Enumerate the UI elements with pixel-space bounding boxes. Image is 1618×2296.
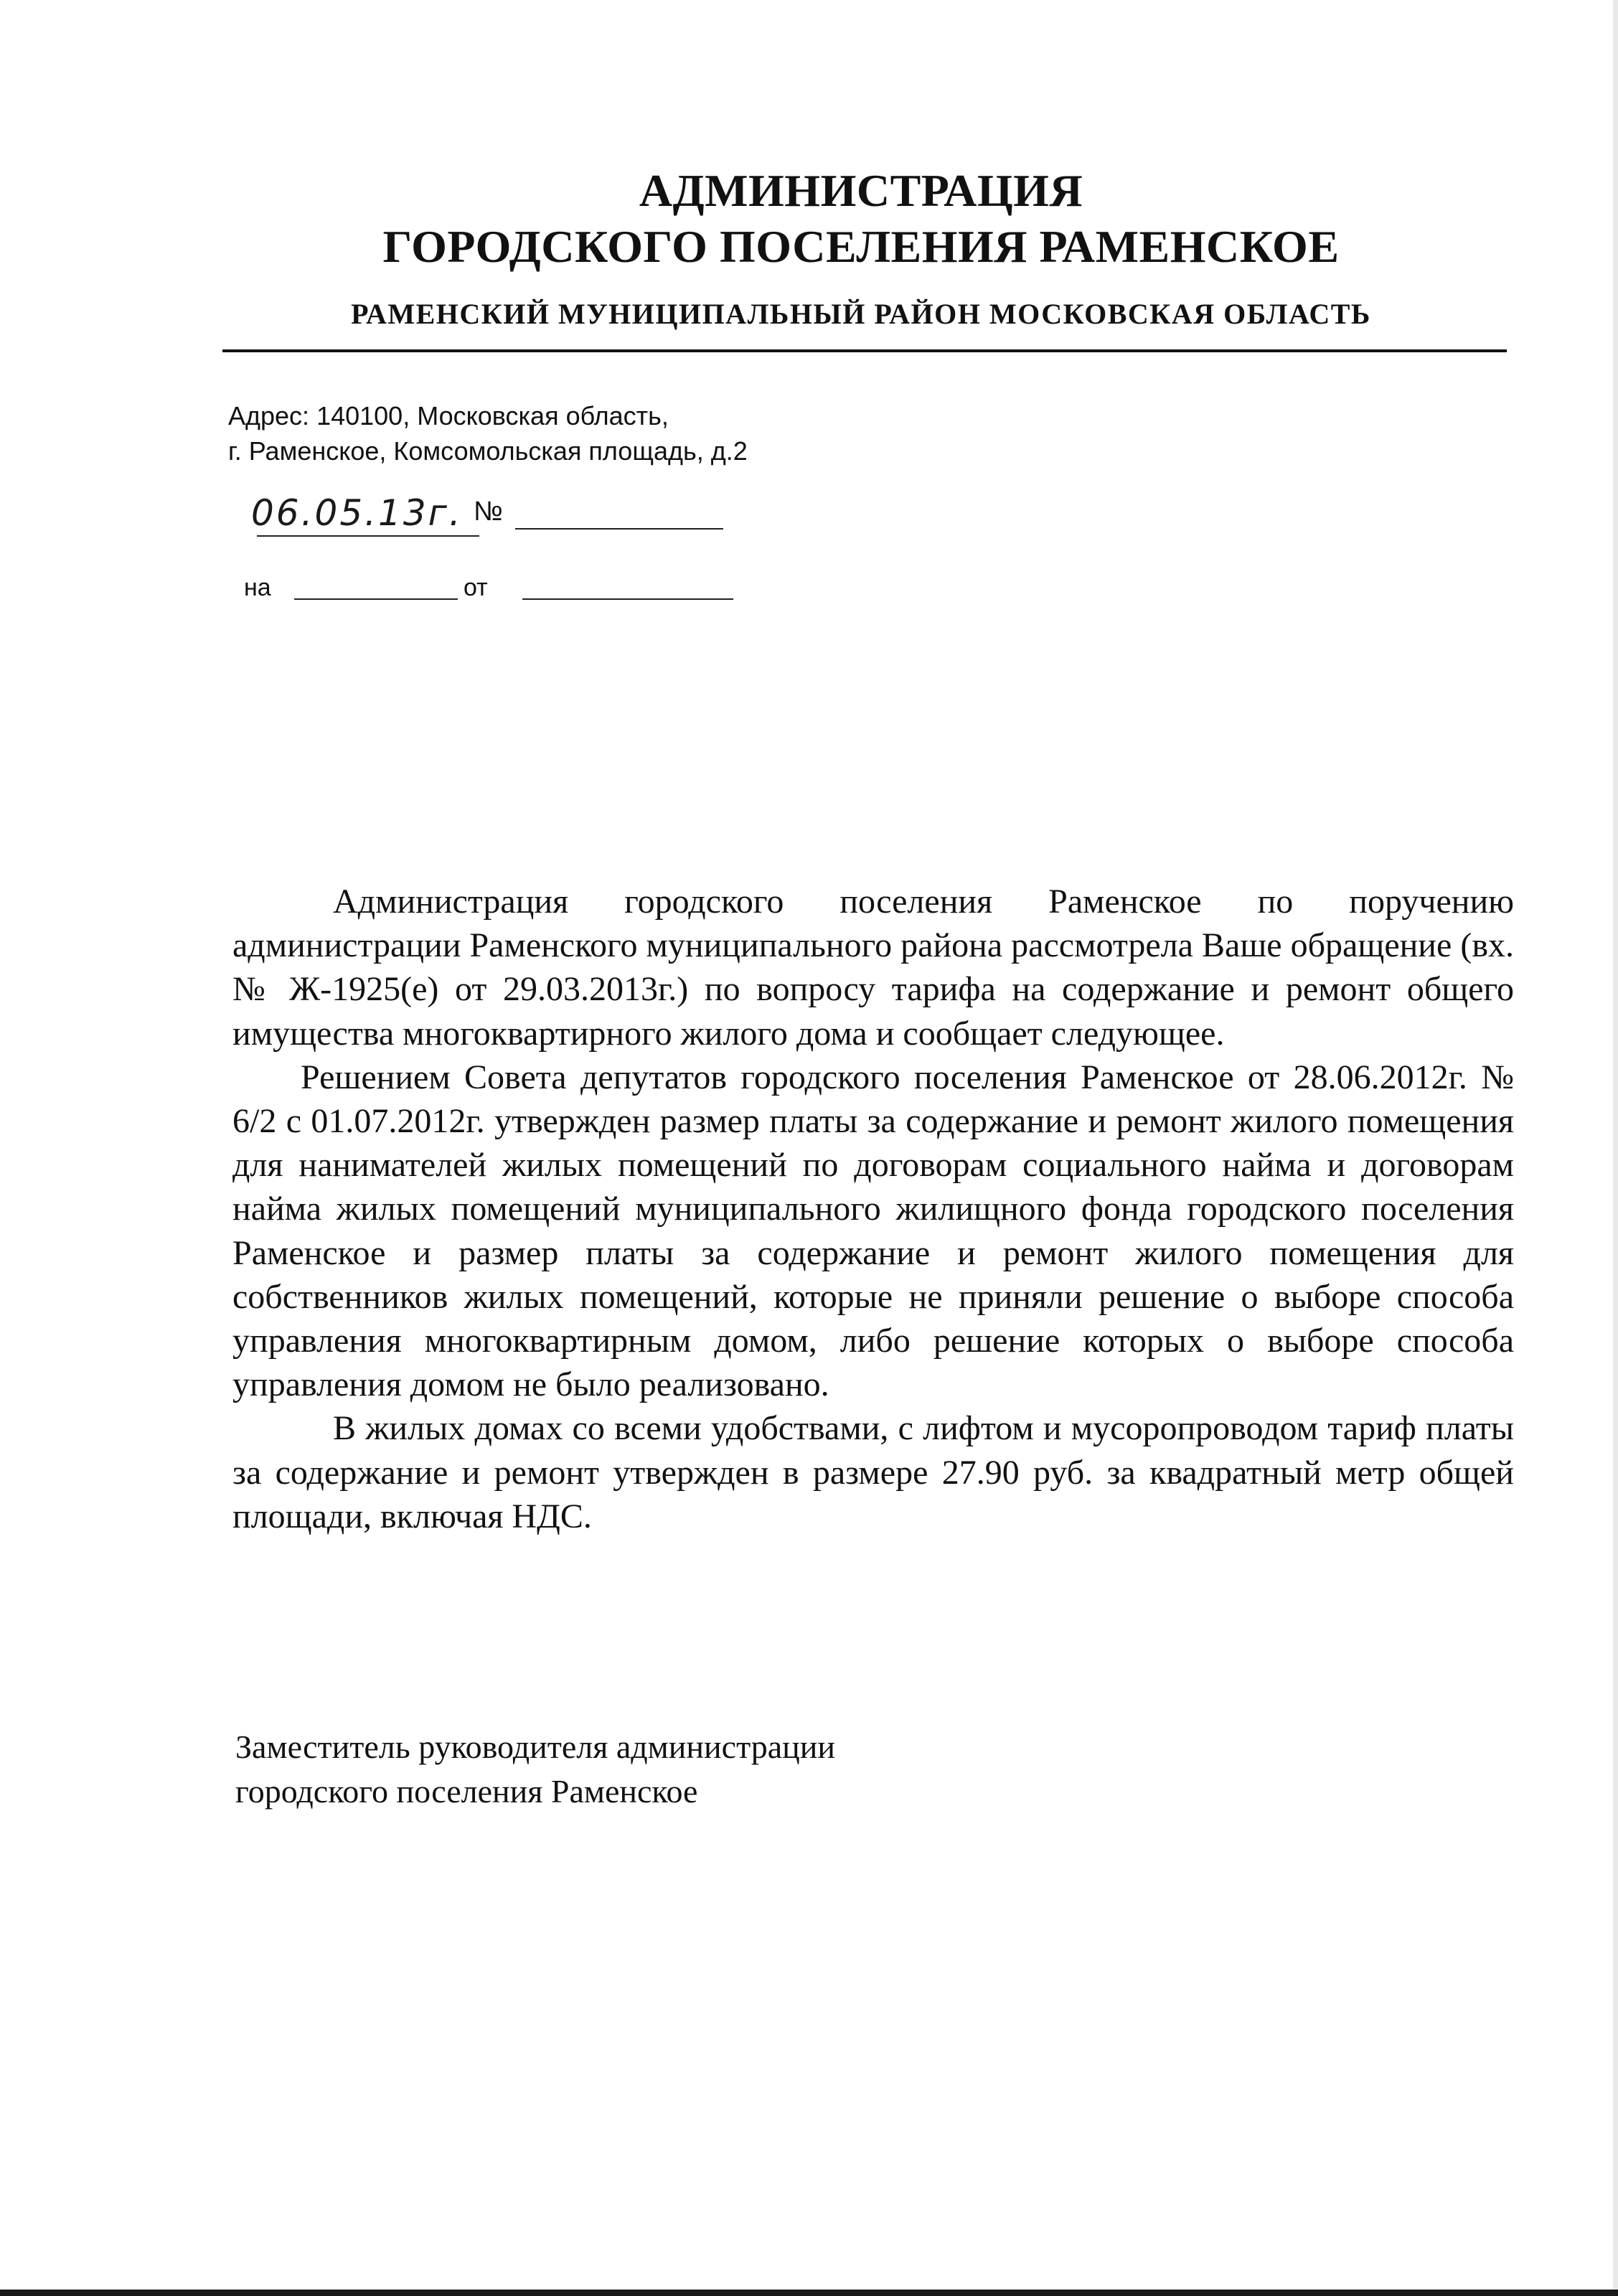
signature-block (235, 1725, 835, 1814)
signatory-title-line1: Заместитель руководителя администрации (235, 1728, 835, 1765)
address-line2: г. Раменское, Комсомольская площадь, д.2 (228, 436, 748, 466)
body-paragraph-2: Решением Совета депутатов городского поселения Раменское от 28.06.2012г. № 6/2 с 01.07.2012г. утвержден размер платы за содержание и ремонт жилого помещения для нанимателей жилых помещений по договорам социального найма и договорам найма жилых помещений муниципального жилищного фонда городского поселения Раменское и размер платы за содержание и ремонт жилого помещения для собственников жилых помещений, которые не приняли решение о выборе способа управления многоквартирным домом, либо решение которых о выборе способа управления домом не было реализовано. (232, 1058, 1514, 1404)
number-label: № (474, 497, 503, 527)
organization-title-line2: ГОРОДСКОГО ПОСЕЛЕНИЯ РАМЕНСКОЕ (382, 221, 1340, 272)
reference-on-label: на (244, 574, 271, 601)
scan-edge-bottom (0, 2290, 1618, 2296)
organization-title-line1: АДМИНИСТРАЦИЯ (639, 165, 1083, 216)
body-paragraph-3: В жилых домах со всеми удобствами, с лифтом и мусоропроводом тариф платы за содержание и ремонт утвержден в размере 27.90 руб. за квадратный метр общей площади, включая НДС. (232, 1409, 1514, 1535)
reference-row (244, 574, 746, 603)
header-divider (222, 349, 1507, 352)
reference-from-blank (522, 598, 733, 600)
handwritten-date: 06.05.13г. (251, 492, 463, 534)
body-paragraph-1: Администрация городского поселения Раменское по поручению администрации Раменского муниципального района рассмотрела Ваше обращение (вх. № Ж-1925(е) от 29.03.2013г.) по вопросу тарифа на содержание и ремонт общего имущества многоквартирного жилого дома и сообщает следующее. (232, 883, 1514, 1053)
address-block (228, 398, 748, 469)
outgoing-date-number (251, 492, 753, 535)
signatory-title-line2: городского поселения Раменское (235, 1773, 698, 1810)
reference-from-label: от (464, 574, 488, 601)
date-underline (257, 535, 479, 537)
reference-on-blank (294, 598, 458, 600)
letter-body (232, 880, 1514, 1538)
scan-edge-right (1613, 0, 1618, 2296)
number-blank-line (515, 528, 723, 530)
address-line1: Адрес: 140100, Московская область, (228, 401, 669, 430)
organization-subtitle: РАМЕНСКИЙ МУНИЦИПАЛЬНЫЙ РАЙОН МОСКОВСКАЯ ОБЛАСТЬ (351, 298, 1371, 330)
